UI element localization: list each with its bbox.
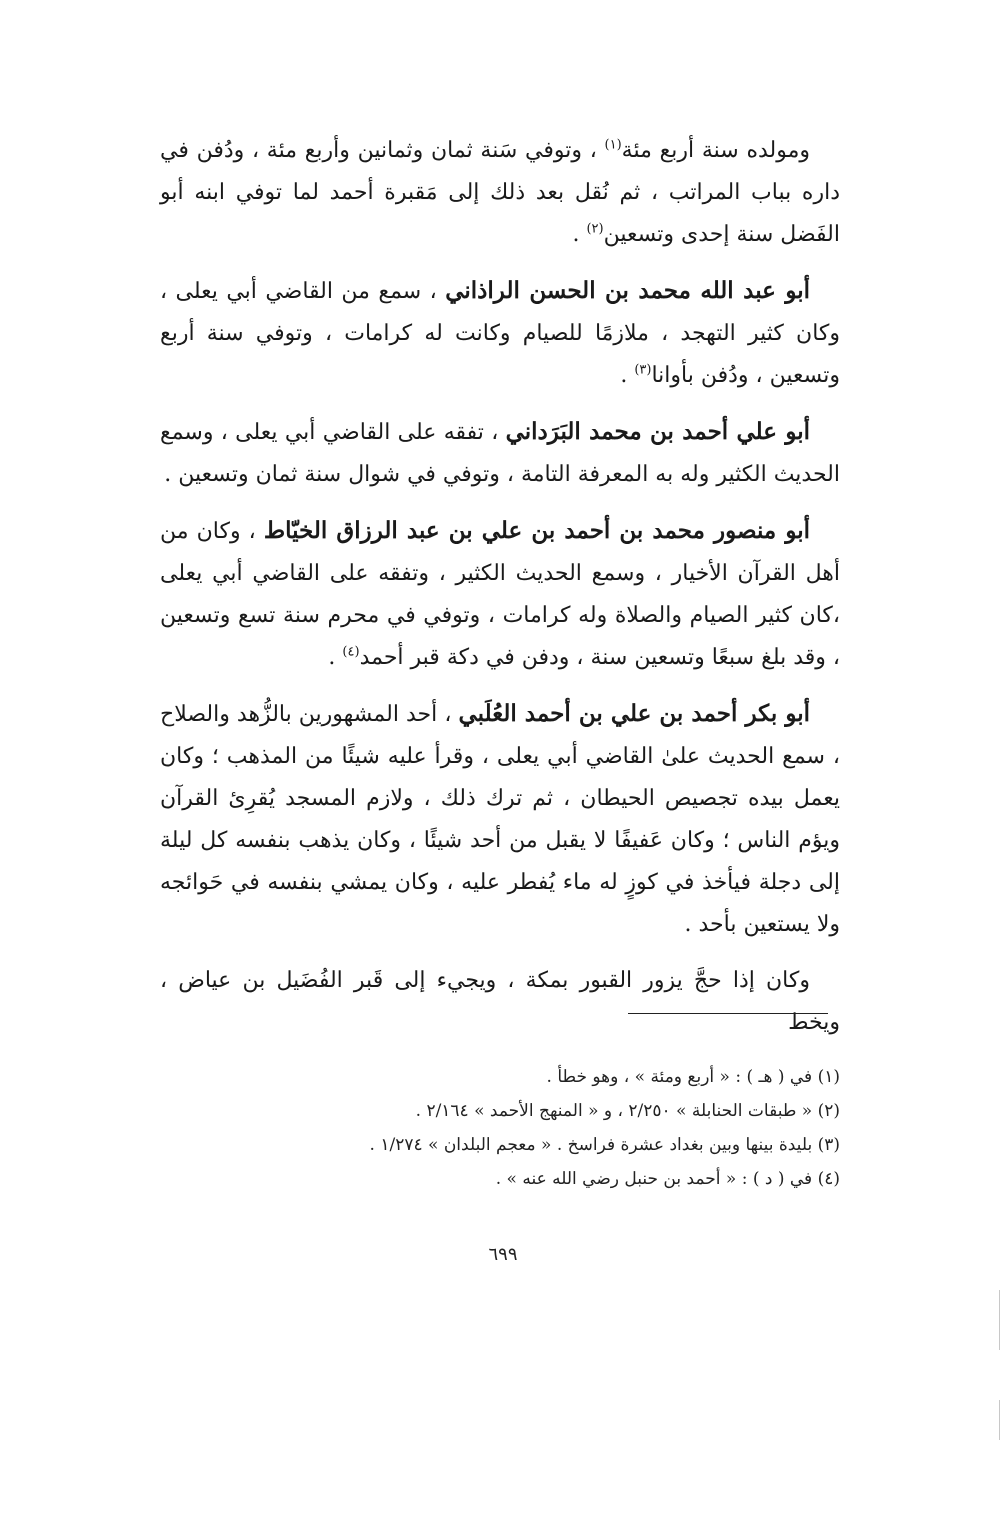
paragraph-5: [160, 693, 840, 946]
main-text: [160, 130, 840, 1058]
paragraph-2-end: .: [620, 363, 635, 388]
paragraph-2-text: ، سمع من القاضي أبي يعلى ، وكان كثير التهجد ، ملازمًا للصيام وكانت له كرامات ، وتوفي سنة أربع وتسعين ، ودُفن بأوانا: [160, 279, 840, 388]
footnote-2: (٢) « طبقات الحنابلة » ٢/٢٥٠ ، و « المنهج الأحمد » ٢/١٦٤ .: [415, 1101, 840, 1121]
entry-name-khayyat: أبو منصور محمد بن أحمد بن علي بن عبد الرزاق الخيّاط: [263, 517, 810, 544]
paragraph-2: [160, 270, 840, 397]
footnote-ref-4: (٤): [342, 644, 360, 660]
entry-name-radhani: أبو عبد الله محمد بن الحسن الراذاني: [445, 277, 810, 304]
scan-edge-mark: [999, 1400, 1000, 1440]
paragraph-1: [160, 130, 840, 256]
footnote-divider: [628, 1013, 828, 1014]
page-number: ٦٩٩: [488, 1244, 518, 1265]
paragraph-4-text: ، وكان من أهل القرآن الأخيار ، وسمع الحديث الكثير ، وتفقه على القاضي أبي يعلى ،كان كثير الصيام والصلاة وله كرامات ، وتوفي في محرم سنة تسع وتسعين ، وقد بلغ سبعًا وتسعين سنة ، ودفن في دكة قبر أحمد: [160, 519, 840, 670]
footnote-ref-1: (١): [604, 137, 622, 153]
paragraph-3-text: ، تفقه على القاضي أبي يعلى ، وسمع الحديث الكثير وله به المعرفة التامة ، وتوفي في شوال سنة ثمان وتسعين .: [160, 420, 840, 487]
paragraph-1-rest: ، وتوفي سَنة ثمان وثمانين وأربع مئة ، ودُفن في داره بباب المراتب ، ثم نُقل بعد ذلك إلى مَقبرة أحمد لما توفي ابنه أبو الفَضل سنة إحدى وتسعين: [160, 138, 840, 247]
footnote-ref-3: (٣): [634, 362, 652, 378]
entry-name-ulabi: أبو بكر أحمد بن علي بن أحمد العُلَبي: [458, 700, 810, 727]
paragraph-1-end: .: [572, 222, 587, 247]
scan-edge-mark: [999, 1290, 1000, 1350]
paragraph-6-text: وكان إذا حجَّ يزور القبور بمكة ، ويجيء إلى قَبر الفُضَيل بن عياض ، ويخط: [160, 968, 840, 1035]
footnote-3: (٣) بليدة بينها وبين بغداد عشرة فراسخ . « معجم البلدان » ١/٢٧٤ .: [369, 1135, 840, 1155]
footnotes-section: [160, 1060, 840, 1196]
paragraph-5-text: ، أحد المشهورين بالزُّهد والصلاح ، سمع الحديث علىٰ القاضي أبي يعلى ، وقرأ عليه شيئًا من المذهب ؛ وكان يعمل بيده تجصيص الحيطان ، ثم ترك ذلك ، ولازم المسجد يُقرِئ القرآن ويؤم الناس ؛ وكان عَفيفًا لا يقبل من أحد شيئًا ، وكان يذهب بنفسه كل ليلة إلى دجلة فيأخذ في كوزٍ له ماء يُفطر عليه ، وكان يمشي بنفسه في حَوائجه ولا يستعين بأحد .: [160, 702, 840, 937]
paragraph-6: [160, 960, 840, 1044]
paragraph-1-text: ومولده سنة أربع مئة: [621, 138, 811, 163]
footnote-ref-2: (٢): [586, 221, 604, 237]
paragraph-4: [160, 510, 840, 679]
paragraph-4-end: .: [328, 645, 343, 670]
paragraph-3: [160, 411, 840, 496]
footnote-4: (٤) في ( د ) : « أحمد بن حنبل رضي الله عنه » .: [495, 1169, 840, 1189]
footnote-1: (١) في ( هـ ) : « أربع ومئة » ، وهو خطأ .: [546, 1067, 840, 1087]
entry-name-baradani: أبو علي أحمد بن محمد البَرَداني: [505, 418, 810, 445]
